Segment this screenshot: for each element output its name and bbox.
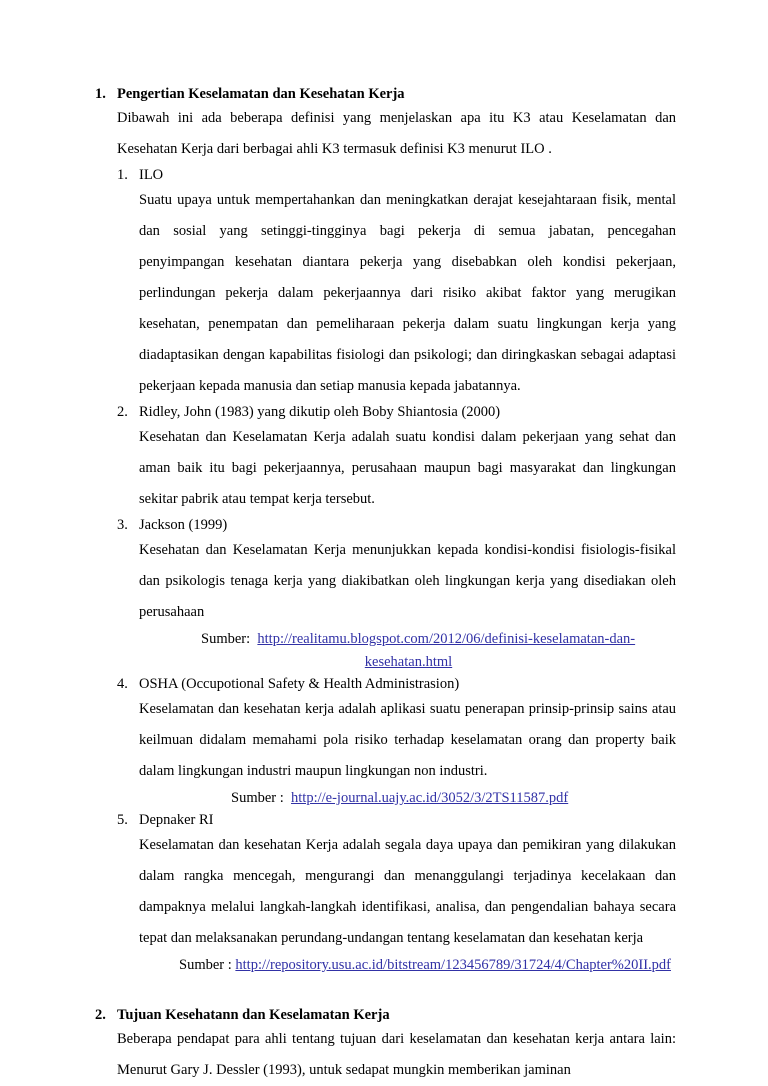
source-osha-label: Sumber : xyxy=(231,790,284,806)
list-item-ilo xyxy=(117,165,678,402)
list-item-jackson-number: 3. xyxy=(117,517,128,533)
source-jackson-link-part1[interactable]: http://realitamu.blogspot.com/2012/06/definisi-keselamatan-dan- xyxy=(257,631,636,647)
list-item-jackson xyxy=(117,515,678,674)
list-item-ilo-number: 1. xyxy=(117,167,128,183)
source-osha xyxy=(139,787,678,810)
list-item-ridley xyxy=(117,402,678,515)
list-item-ridley-title: Ridley, John (1983) yang dikutip oleh Boby Shiantosia (2000) xyxy=(139,404,501,420)
source-depnaker-link[interactable]: http://repository.usu.ac.id/bitstream/123456789/31724/4/Chapter%20II.pdf xyxy=(235,957,671,973)
source-jackson-label: Sumber: xyxy=(201,631,251,647)
section-1-number: 1. xyxy=(95,86,106,102)
list-item-osha-title: OSHA (Occupotional Safety & Health Administrasion) xyxy=(139,676,460,692)
list-item-jackson-title: Jackson (1999) xyxy=(139,517,228,533)
list-item-ridley-number: 2. xyxy=(117,404,128,420)
section-1-heading-block xyxy=(95,86,678,165)
source-depnaker-label: Sumber : xyxy=(179,957,232,973)
list-item-osha-body: Keselamatan dan kesehatan kerja adalah aplikasi suatu penerapan prinsip-prinsip sains atau keilmuan didalam memahami pola risiko terhadap keselamatan orang dan property baik dalam lingkungan industri maupun lingkungan non industri. xyxy=(139,701,676,779)
source-jackson-link-part2[interactable]: kesehatan.html xyxy=(364,654,453,670)
section-2-lead: Beberapa pendapat para ahli tentang tujuan dari keselamatan dan kesehatan kerja antara lain: Menurut Gary J. Dessler (1993), untuk sedapat mungkin memberikan jaminan xyxy=(117,1031,676,1078)
list-item-osha-number: 4. xyxy=(117,676,128,692)
section-1-title: Pengertian Keselamatan dan Kesehatan Kerja xyxy=(117,86,405,102)
list-item-osha xyxy=(117,674,678,810)
list-item-ridley-body: Kesehatan dan Keselamatan Kerja adalah suatu kondisi dalam pekerjaan yang sehat dan aman baik itu bagi pekerjaannya, perusahaan maupun bagi masyarakat dan lingkungan sekitar pabrik atau tempat kerja tersebut. xyxy=(139,429,676,507)
list-item-ilo-body: Suatu upaya untuk mempertahankan dan meningkatkan derajat kesejahtaraan fisik, mental dan sosial yang setinggi-tingginya bagi pekerja di semua jabatan, pencegahan penyimpangan kesehatan diantara pekerja yang disebabkan oleh kondisi pekerjaan, perlindungan pekerja dalam pekerjaannya dari risiko akibat faktor yang merugikan kesehatan, penempatan dan pemeliharaan pekerja dalam suatu lingkungan kerja yang diadaptasikan dengan kapabilitas fisiologi dan psikologi; dan diringkaskan sebagai adaptasi pekerjaan kepada manusia dan setiap manusia kepada jabatannya. xyxy=(139,192,676,394)
section-1-lead: Dibawah ini ada beberapa definisi yang menjelaskan apa itu K3 atau Keselamatan dan Kesehatan Kerja dari berbagai ahli K3 termasuk definisi K3 menurut ILO . xyxy=(117,110,676,157)
definition-list xyxy=(95,165,678,977)
section-tujuan xyxy=(95,1007,678,1086)
list-item-depnaker xyxy=(117,810,678,977)
source-depnaker xyxy=(139,954,678,977)
section-2-title: Tujuan Kesehatann dan Keselamatan Kerja xyxy=(117,1007,390,1023)
section-2-heading-block xyxy=(95,1007,678,1086)
source-jackson xyxy=(139,628,678,651)
list-item-depnaker-number: 5. xyxy=(117,812,128,828)
section-pengertian xyxy=(95,86,678,977)
list-item-jackson-body: Kesehatan dan Keselamatan Kerja menunjukkan kepada kondisi-kondisi fisiologis-fisikal dan psikologis tenaga kerja yang diakibatkan oleh lingkungan kerja yang disediakan oleh perusahaan xyxy=(139,542,676,620)
source-jackson-wrap xyxy=(139,651,678,674)
section-2-number: 2. xyxy=(95,1007,106,1023)
list-item-ilo-title: ILO xyxy=(139,167,164,183)
list-item-depnaker-title: Depnaker RI xyxy=(139,812,214,828)
source-osha-link[interactable]: http://e-journal.uajy.ac.id/3052/3/2TS11587.pdf xyxy=(291,790,569,806)
section-spacer xyxy=(95,977,678,1007)
list-item-depnaker-body: Keselamatan dan kesehatan Kerja adalah segala daya upaya dan pemikiran yang dilakukan dalam rangka mencegah, mengurangi dan menanggulangi terjadinya kecelakaan dan dampaknya melalui langkah-langkah identifikasi, analisa, dan pengendalian bahaya secara tepat dan melaksanakan perundang-undangan tentang keselamatan dan kesehatan kerja xyxy=(139,837,676,946)
